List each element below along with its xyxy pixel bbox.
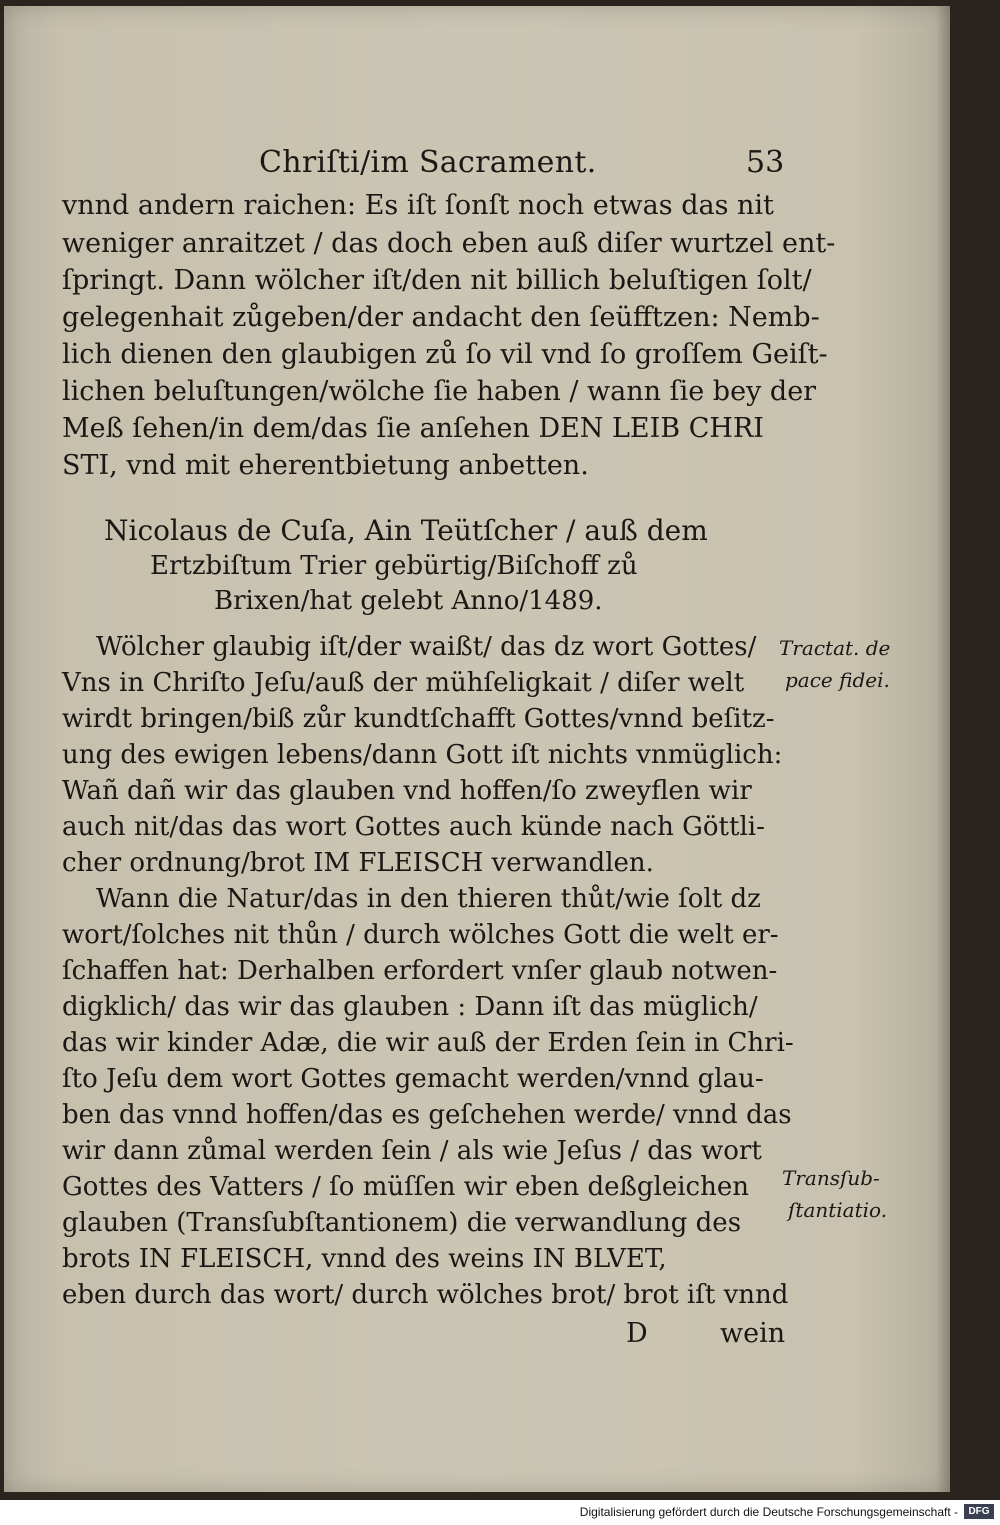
text-line: vnnd andern raichen: Es iſt ſonſt noch etwas das nit	[62, 190, 774, 221]
text-line: glauben (Transſubſtantionem) die verwandlung des	[62, 1208, 742, 1238]
footer-bar	[0, 1500, 1000, 1525]
dfg-logo: DFG	[964, 1504, 994, 1519]
text-line: das wir kinder Adæ, die wir auß der Erden ſein in Chri-	[62, 1028, 794, 1058]
text-line: ung des ewigen lebens/dann Gott iſt nichts vnmüglich:	[62, 740, 783, 770]
text-line: Wañ dañ wir das glauben vnd hoffen/ſo zweyflen wir	[62, 776, 752, 806]
heading-line: Nicolaus de Cuſa, Ain Teütſcher / auß dem	[104, 514, 708, 547]
text-line: eben durch das wort/ durch wölches brot/ brot iſt vnnd	[62, 1280, 789, 1310]
margin-note-transsub: Transſub-	[782, 1166, 880, 1190]
text-line: Vns in Chriſto Jeſu/auß der mühſeligkait / diſer welt	[62, 668, 745, 698]
page-text	[4, 6, 950, 1492]
text-line: Wann die Natur/das in den thieren thůt/wie ſolt dz	[96, 884, 761, 914]
text-line: Gottes des Vatters / ſo müſſen wir eben deßgleichen	[62, 1172, 749, 1202]
text-line: digklich/ das wir das glauben : Dann iſt das müglich/	[62, 992, 758, 1022]
text-line: auch nit/das das wort Gottes auch künde nach Göttli-	[62, 812, 765, 842]
heading-line: Ertzbiſtum Trier gebürtig/Biſchoff zů	[150, 551, 638, 581]
text-line: ſto Jeſu dem wort Gottes gemacht werden/vnnd glau-	[62, 1064, 764, 1094]
footer-credit: Digitalisierung gefördert durch die Deutsche Forschungsgemeinschaft -	[579, 1505, 958, 1519]
text-line: Meß ſehen/in dem/das ſie anſehen DEN LEIB CHRI	[62, 413, 764, 444]
margin-note-tractat: Tractat. de	[779, 636, 891, 660]
heading-line: Brixen/hat gelebt Anno/1489.	[214, 586, 603, 616]
text-line: lichen beluſtungen/wölche ſie haben / wann ſie bey der	[62, 376, 817, 407]
text-line: wir dann zůmal werden ſein / als wie Jeſus / das wort	[62, 1136, 762, 1166]
page-number: 53	[746, 145, 785, 180]
text-line: gelegenhait zůgeben/der andacht den ſeüfftzen: Nemb-	[62, 302, 820, 333]
text-line: wort/ſolches nit thůn / durch wölches Gott die welt er-	[62, 920, 779, 950]
text-line: ſpringt. Dann wölcher iſt/den nit billich beluſtigen ſolt/	[62, 265, 812, 296]
margin-note-transsub-2: ſtantiatio.	[788, 1198, 888, 1222]
signature-mark: D	[626, 1318, 648, 1349]
text-line: lich dienen den glaubigen zů ſo vil vnd ſo groſſem Geiſt-	[62, 339, 828, 370]
text-line: cher ordnung/brot IM FLEISCH verwandlen.	[62, 848, 654, 878]
text-line: Wölcher glaubig iſt/der waißt/ das dz wort Gottes/	[96, 632, 757, 662]
running-head: Chriſti/im Sacrament.	[259, 145, 597, 180]
text-line: ben das vnnd hoffen/das es geſchehen werde/ vnnd das	[62, 1100, 792, 1130]
book-page	[4, 6, 950, 1492]
text-line: ſchaffen hat: Derhalben erfordert vnſer glaub notwen-	[62, 956, 778, 986]
text-line: wirdt bringen/biß zůr kundtſchafft Gottes/vnnd beſitz-	[62, 704, 775, 734]
text-line: weniger anraitzet / das doch eben auß diſer wurtzel ent-	[62, 228, 836, 259]
margin-note-tractat-2: pace fidei.	[785, 668, 890, 692]
text-line: STI, vnd mit eherentbietung anbetten.	[62, 450, 589, 481]
text-line: brots IN FLEISCH, vnnd des weins IN BLVET,	[62, 1244, 667, 1274]
catchword: wein	[720, 1318, 786, 1349]
